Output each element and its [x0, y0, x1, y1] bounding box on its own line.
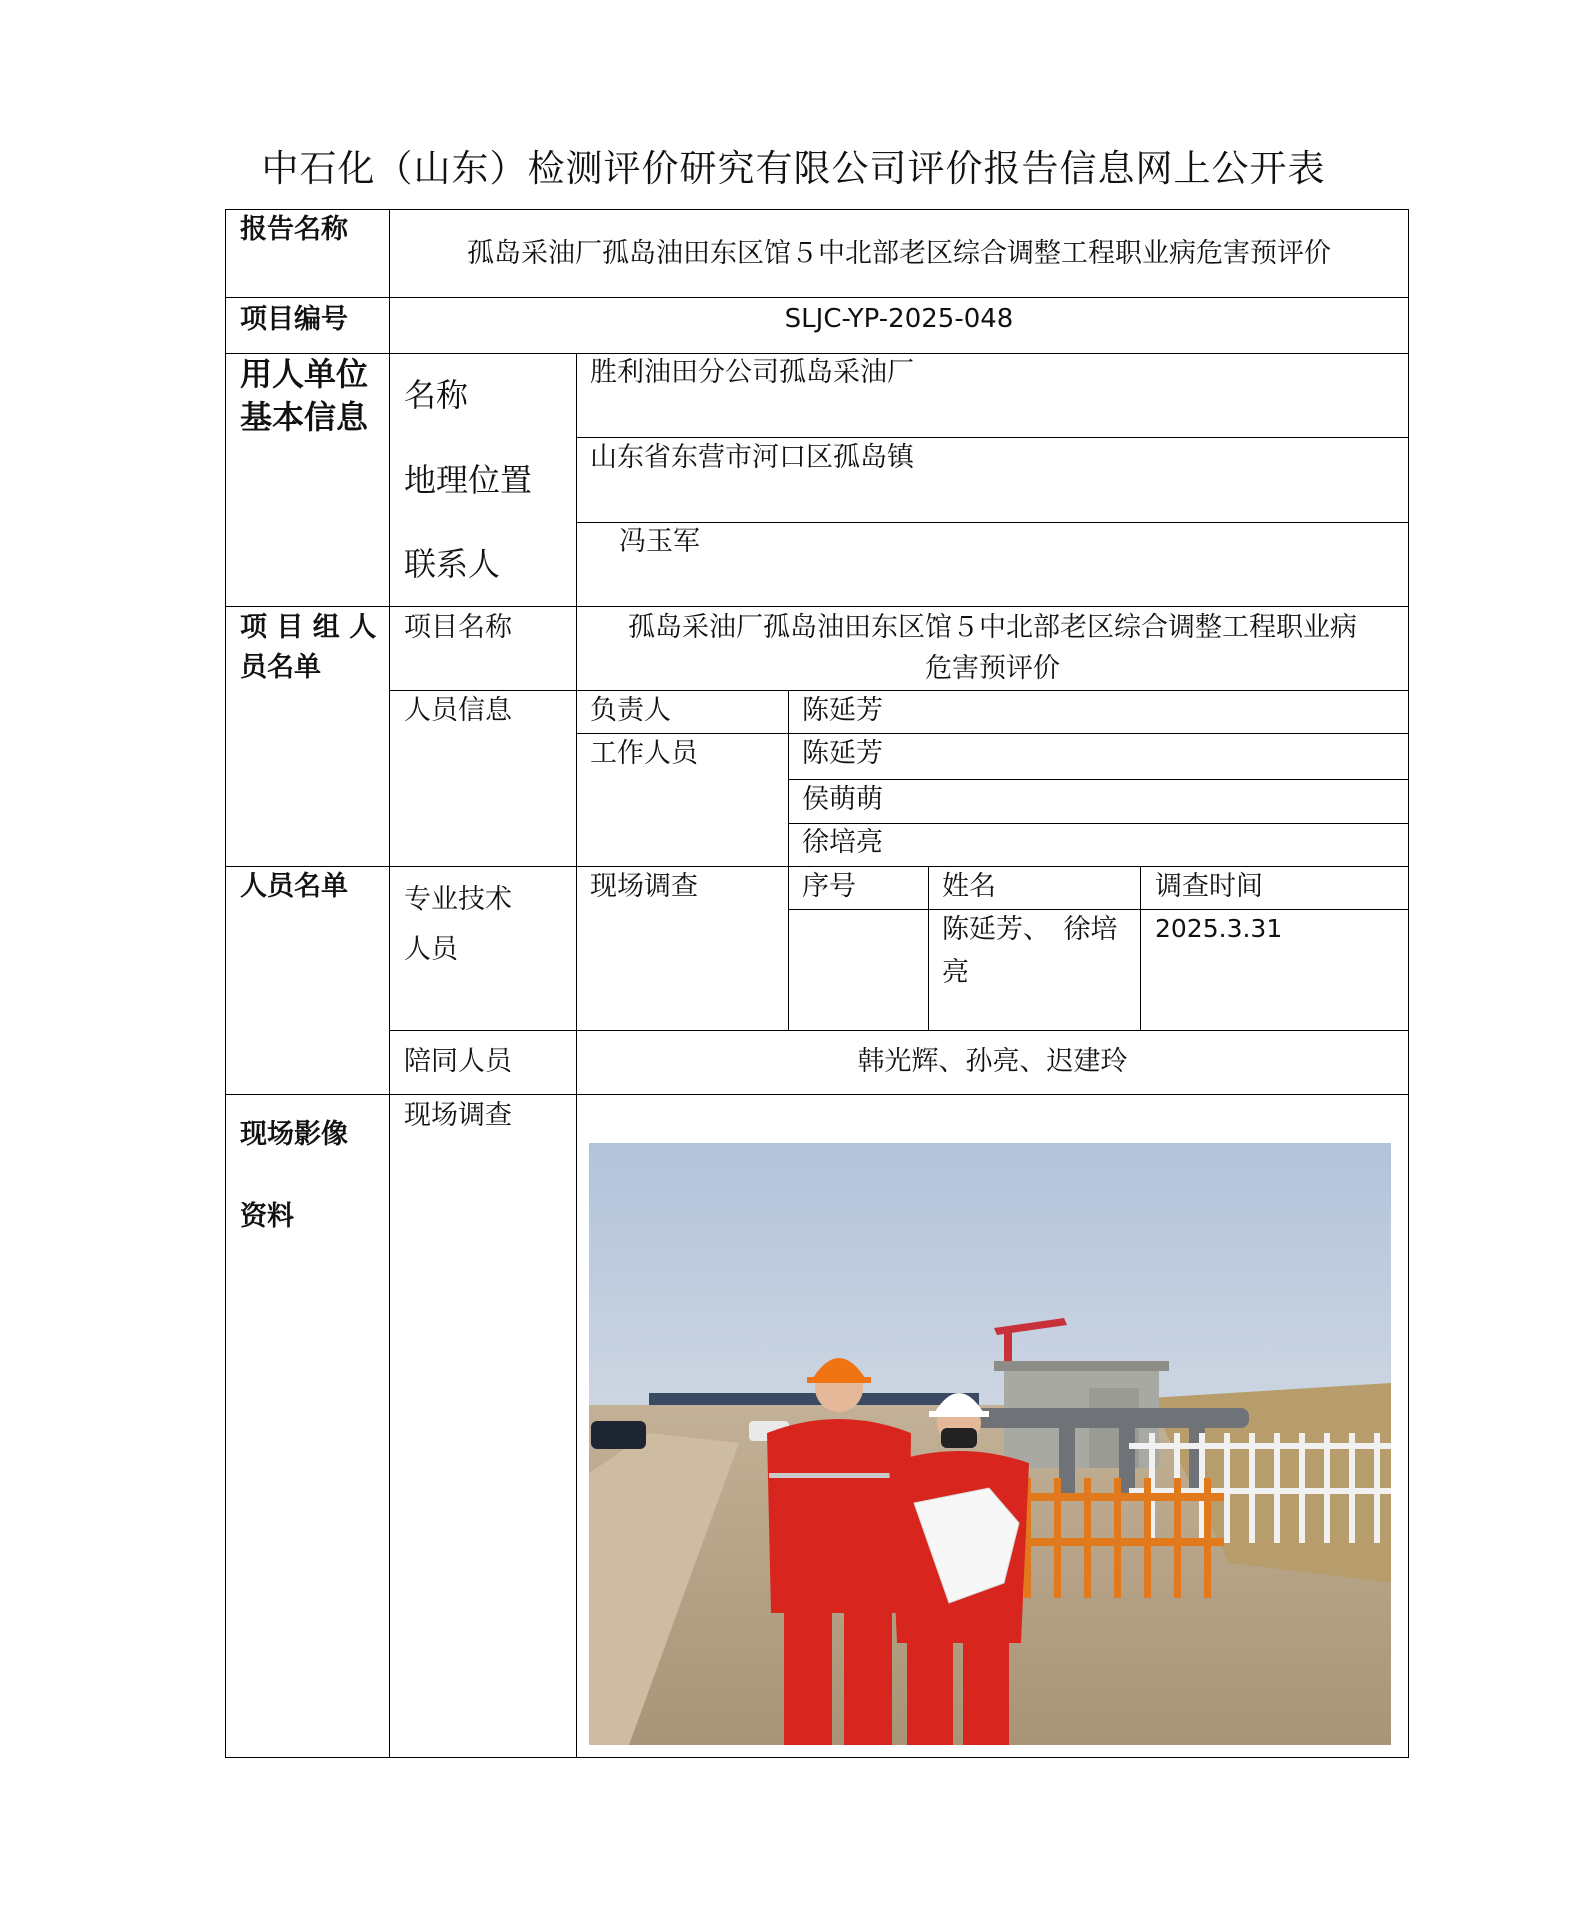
staff-name: 陈延芳	[802, 738, 883, 769]
site-photo	[589, 1143, 1391, 1745]
employer-name-value: 胜利油田分公司孤岛采油厂	[590, 357, 914, 388]
staff-name: 侯萌萌	[802, 784, 883, 815]
accompany-label: 陪同人员	[404, 1046, 512, 1077]
contact-label: 联系人	[404, 545, 501, 583]
tech-staff-label-2: 人员	[404, 934, 458, 965]
staff-label: 工作人员	[590, 738, 698, 769]
survey-names-2: 亮	[942, 957, 969, 988]
employer-label-2: 基本信息	[240, 398, 369, 436]
col-header-name: 姓名	[942, 871, 996, 902]
staff-name: 徐培亮	[802, 827, 883, 858]
survey-names-1: 陈延芳、 徐培	[942, 914, 1118, 945]
project-no-value: SLJC-YP-2025-048	[784, 304, 1014, 334]
page-title: 中石化（山东）检测评价研究有限公司评价报告信息网上公开表	[261, 147, 1326, 190]
project-no-label: 项目编号	[240, 304, 348, 335]
tech-staff-label-1: 专业技术	[404, 884, 512, 915]
accompany-value: 韩光辉、孙亮、迟建玲	[857, 1046, 1128, 1077]
leader-label: 负责人	[590, 695, 671, 726]
team-project-name-1: 孤岛采油厂孤岛油田东区馆５中北部老区综合调整工程职业病	[628, 612, 1357, 643]
survey-label: 现场调查	[590, 871, 698, 902]
col-header-no: 序号	[802, 871, 856, 902]
personnel-label: 人员名单	[240, 871, 348, 902]
media-survey-label: 现场调查	[404, 1100, 512, 1131]
staff-info-label: 人员信息	[404, 695, 512, 726]
col-header-time: 调查时间	[1155, 871, 1263, 902]
report-name-value: 孤岛采油厂孤岛油田东区馆５中北部老区综合调整工程职业病危害预评价	[467, 238, 1331, 269]
report-name-label: 报告名称	[240, 214, 348, 245]
media-label-2: 资料	[240, 1201, 294, 1232]
employer-name-label: 名称	[404, 376, 469, 414]
team-project-name-2: 危害预评价	[925, 653, 1060, 684]
employer-label-1: 用人单位	[240, 355, 369, 393]
team-label-2: 员名单	[240, 652, 321, 683]
media-label-1: 现场影像	[240, 1119, 348, 1150]
contact-value: 冯玉军	[619, 526, 700, 557]
location-value: 山东省东营市河口区孤岛镇	[590, 442, 914, 473]
location-label: 地理位置	[404, 461, 533, 499]
leader-name: 陈延芳	[802, 695, 883, 726]
team-project-name-label: 项目名称	[404, 612, 512, 643]
survey-time: 2025.3.31	[1155, 914, 1283, 943]
team-label-1: 项 目 组 人	[240, 612, 377, 643]
